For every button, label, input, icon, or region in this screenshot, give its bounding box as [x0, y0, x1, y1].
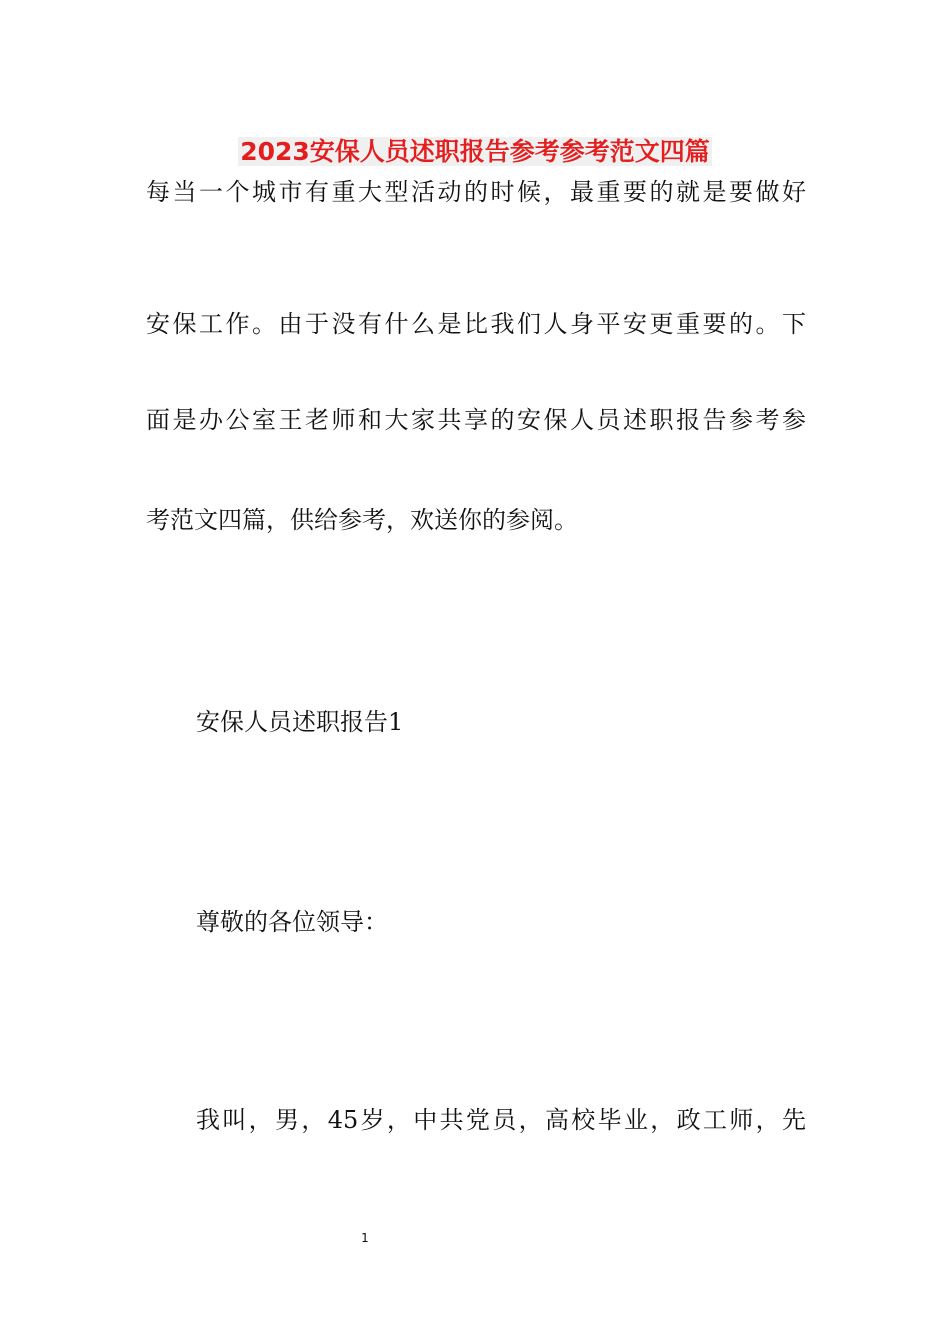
- page-number: 1: [361, 1231, 369, 1245]
- document-title-text: 2023安保人员述职报告参考参考范文四篇: [240, 137, 710, 166]
- intro-line-1: 每当一个城市有重大型活动的时候，最重要的就是要做好: [146, 178, 806, 206]
- intro-line-3: 面是办公室王老师和大家共享的安保人员述职报告参考参: [146, 406, 806, 434]
- salutation: 尊敬的各位领导：: [196, 908, 388, 936]
- body-line: 我叫，男，45岁，中共党员，高校毕业，政工师，先: [196, 1106, 806, 1134]
- intro-line-4: 考范文四篇，供给参考，欢送你的参阅。: [146, 506, 578, 534]
- section-heading: 安保人员述职报告1: [196, 708, 404, 736]
- document-title: [0, 132, 950, 172]
- intro-line-2: 安保工作。由于没有什么是比我们人身平安更重要的。下: [146, 310, 806, 338]
